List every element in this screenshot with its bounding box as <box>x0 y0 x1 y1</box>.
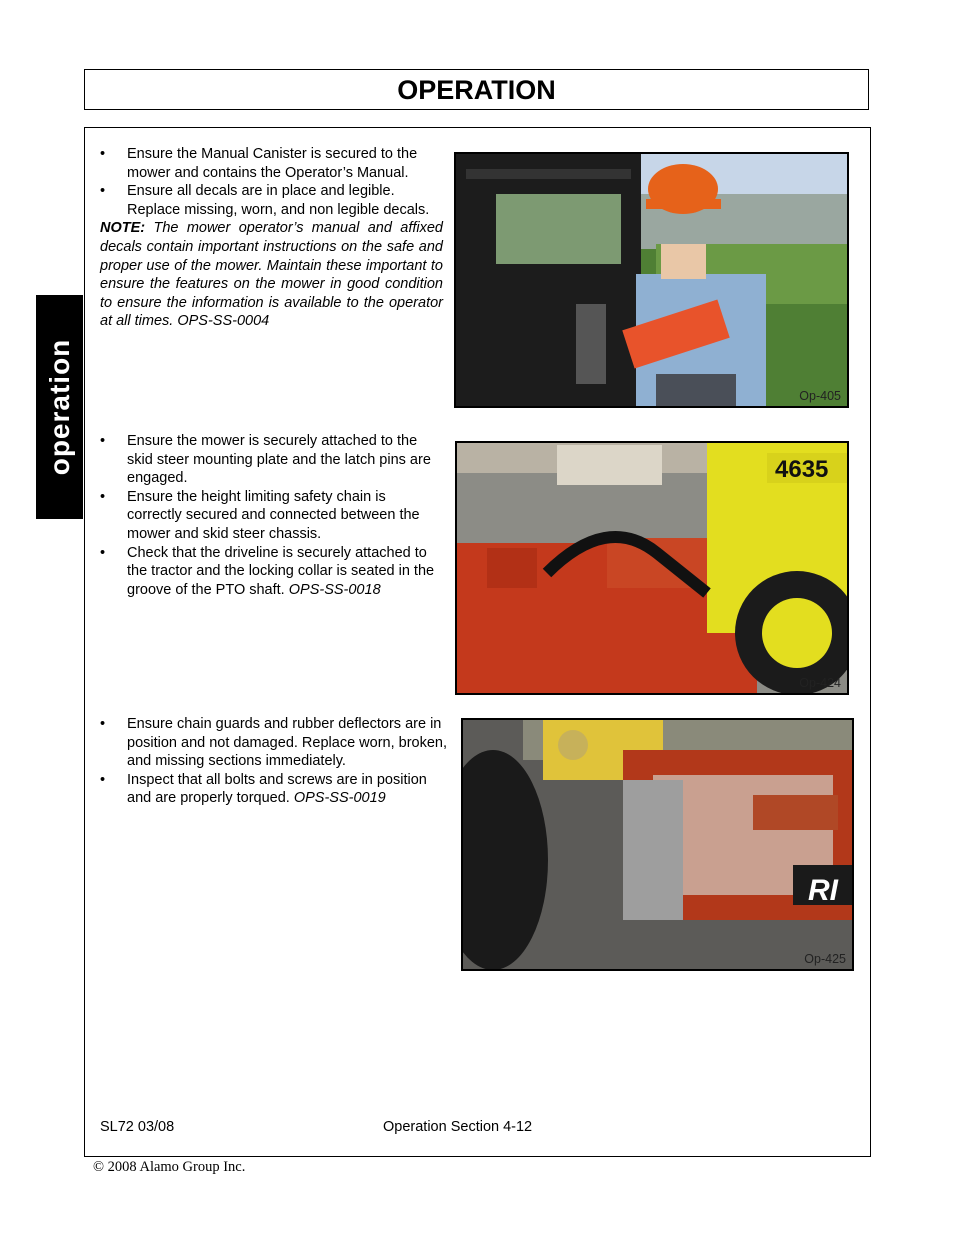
bullet-text: Check that the driveline is securely attached to the tractor and the locking collar is seated in the groove of the PTO shaft. <box>127 544 435 598</box>
bullet-text: Ensure the height limiting safety chain is correctly secured and connected between the mower and skid steer chassis. <box>127 488 420 542</box>
list-item <box>100 544 440 600</box>
list-item <box>100 715 452 771</box>
bullet-text: Ensure the Manual Canister is secured to the mower and contains the Operator’s Manual. <box>127 146 418 181</box>
ops-reference: OPS-SS-0019 <box>293 790 386 807</box>
bullet-icon: • <box>100 716 106 732</box>
copyright-notice: © 2008 Alamo Group Inc. <box>93 1159 246 1175</box>
photo-label: Op-425 <box>804 952 846 966</box>
bullet-text: Ensure the mower is securely attached to the skid steer mounting plate and the latch pins are engaged. <box>127 433 431 487</box>
side-tab-label: operation <box>43 338 75 476</box>
note-text: The mower operator’s manual and affixed decals contain important instructions on the safe and proper use of the mower. Maintain these important to ensure the features on the mower in good condition to ensure the information is available to the operator at all times. OPS-SS-0004 <box>100 220 443 330</box>
note-label: NOTE: <box>100 220 146 237</box>
list-item <box>100 182 443 219</box>
list-item <box>100 488 440 544</box>
section2-bullet-list <box>100 432 440 599</box>
bullet-text: Ensure all decals are in place and legible. Replace missing, worn, and non legible decals. <box>127 183 430 218</box>
page-title: OPERATION <box>397 75 556 105</box>
list-item <box>100 771 452 808</box>
skid-steer-attachment-photo <box>455 441 849 695</box>
list-item <box>100 145 443 182</box>
decal-text: RI <box>808 874 838 907</box>
footer-page-number: Operation Section 4-12 <box>383 1119 533 1135</box>
section2-text <box>100 432 440 599</box>
photo-label: Op-405 <box>799 389 841 403</box>
footer-model-date: SL72 03/08 <box>100 1119 175 1135</box>
list-item <box>100 432 440 488</box>
bullet-icon: • <box>100 183 106 200</box>
operator-reading-manual-photo <box>454 152 849 408</box>
bullet-icon: • <box>100 771 106 788</box>
loader-number: 4635 <box>775 456 829 483</box>
bullet-text: Inspect that all bolts and screws are in position and are properly torqued. <box>127 771 427 807</box>
bullet-icon: • <box>100 544 106 561</box>
section1-bullet-list <box>100 145 443 219</box>
chain-guards-photo <box>461 718 854 971</box>
bullet-icon: • <box>100 488 106 505</box>
safety-note <box>100 219 443 331</box>
section3-bullet-list <box>100 715 452 808</box>
section1-text <box>100 145 443 331</box>
section-side-tab <box>36 295 83 519</box>
ops-reference: OPS-SS-0018 <box>288 581 381 598</box>
section3-text <box>100 715 452 808</box>
photo-label: Op-424 <box>799 676 841 690</box>
page-header <box>84 69 869 110</box>
bullet-icon: • <box>100 433 106 449</box>
bullet-text: Ensure chain guards and rubber deflectors are in position and not damaged. Replace worn, broken, and missing sections immediately. <box>127 716 448 770</box>
bullet-icon: • <box>100 146 106 162</box>
